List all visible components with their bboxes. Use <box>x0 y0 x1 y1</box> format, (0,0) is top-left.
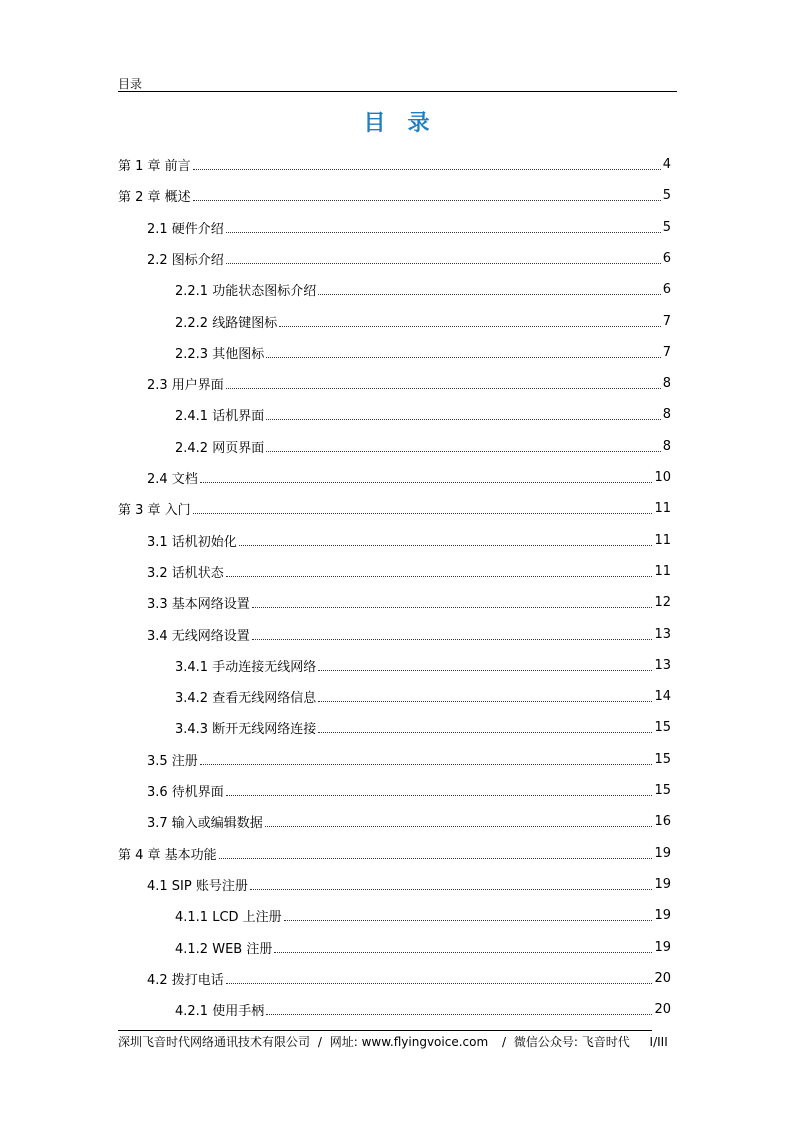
footer-company: 深圳飞音时代网络通讯技术有限公司 <box>118 1035 311 1049</box>
toc-dot-leader <box>226 795 653 796</box>
toc-entry-label: 2.4.2 网页界面 <box>175 440 265 456</box>
toc-entry[interactable] <box>147 248 671 268</box>
toc-dot-leader <box>250 889 653 890</box>
page-header-label: 目录 <box>118 77 143 91</box>
toc-dot-leader <box>274 952 652 953</box>
toc-dot-leader <box>284 920 653 921</box>
toc-entry-label: 3.1 话机初始化 <box>147 534 237 550</box>
toc-entry[interactable] <box>147 624 671 644</box>
toc-entry-page: 13 <box>654 626 671 642</box>
toc-entry-label: 2.3 用户界面 <box>147 377 224 393</box>
toc-dot-leader <box>200 482 653 483</box>
toc-entry-page: 4 <box>662 156 671 172</box>
toc-entry-page: 8 <box>662 438 671 454</box>
footer-page-number: I/III <box>649 1035 668 1049</box>
toc-entry[interactable] <box>118 185 671 205</box>
toc-entry-label: 第 4 章 基本功能 <box>118 847 217 863</box>
footer-divider <box>118 1030 652 1031</box>
toc-entry-label: 3.7 输入或编辑数据 <box>147 815 263 831</box>
toc-dot-leader <box>266 419 661 420</box>
toc-entry-page: 6 <box>662 281 671 297</box>
toc-entry-label: 4.2 拨打电话 <box>147 972 224 988</box>
toc-entry-page: 19 <box>654 876 671 892</box>
toc-entry-label: 2.2.2 线路键图标 <box>175 315 278 331</box>
toc-entry[interactable] <box>147 217 671 237</box>
toc-entry[interactable] <box>147 780 671 800</box>
toc-entry-page: 19 <box>654 939 671 955</box>
toc-entry-label: 3.6 待机界面 <box>147 784 224 800</box>
toc-dot-leader <box>193 513 653 514</box>
toc-entry-page: 19 <box>654 845 671 861</box>
toc-entry-page: 15 <box>654 782 671 798</box>
toc-entry[interactable] <box>175 436 671 456</box>
toc-entry-page: 15 <box>654 751 671 767</box>
toc-entry[interactable] <box>175 404 671 424</box>
toc-dot-leader <box>252 639 653 640</box>
toc-dot-leader <box>193 200 661 201</box>
toc-entry[interactable] <box>147 592 671 612</box>
toc-entry-label: 3.3 基本网络设置 <box>147 596 250 612</box>
footer-website: 网址: www.flyingvoice.com <box>329 1035 489 1049</box>
toc-dot-leader <box>219 858 653 859</box>
toc-entry-label: 2.2 图标介绍 <box>147 252 224 268</box>
toc-entry-page: 5 <box>662 187 671 203</box>
toc-entry[interactable] <box>147 874 671 894</box>
toc-entry-page: 7 <box>662 313 671 329</box>
toc-dot-leader <box>226 576 653 577</box>
toc-entry-label: 2.1 硬件介绍 <box>147 221 224 237</box>
toc-entry-page: 14 <box>654 688 671 704</box>
toc-entry-page: 7 <box>662 344 671 360</box>
toc-dot-leader <box>279 326 661 327</box>
toc-dot-leader <box>252 607 653 608</box>
footer-wechat: 微信公众号: 飞音时代 <box>513 1035 630 1049</box>
toc-entry-page: 11 <box>654 563 671 579</box>
toc-entry[interactable] <box>147 561 671 581</box>
toc-entry[interactable] <box>147 530 671 550</box>
toc-entry-label: 第 2 章 概述 <box>118 189 191 205</box>
footer-separator: / <box>317 1035 322 1049</box>
toc-entry[interactable] <box>147 749 671 769</box>
toc-entry[interactable] <box>175 655 671 675</box>
toc-dot-leader <box>318 732 652 733</box>
toc-entry-label: 3.2 话机状态 <box>147 565 224 581</box>
toc-entry[interactable] <box>118 154 671 174</box>
toc-entry-page: 12 <box>654 594 671 610</box>
toc-entry-page: 10 <box>654 469 671 485</box>
toc-entry[interactable] <box>175 905 671 925</box>
toc-entry-label: 2.2.1 功能状态图标介绍 <box>175 283 317 299</box>
toc-dot-leader <box>226 232 661 233</box>
toc-entry[interactable] <box>175 999 671 1019</box>
page-footer <box>118 1033 672 1050</box>
toc-entry[interactable] <box>175 937 671 957</box>
toc-entry[interactable] <box>147 811 671 831</box>
toc-entry-label: 2.4.1 话机界面 <box>175 408 265 424</box>
toc-entry[interactable] <box>175 342 671 362</box>
toc-entry[interactable] <box>147 467 671 487</box>
toc-entry[interactable] <box>175 686 671 706</box>
toc-entry-page: 13 <box>654 657 671 673</box>
toc-dot-leader <box>266 1014 652 1015</box>
toc-entry[interactable] <box>175 717 671 737</box>
toc-entry-label: 3.5 注册 <box>147 753 198 769</box>
toc-dot-leader <box>200 764 653 765</box>
toc-entry-label: 4.2.1 使用手柄 <box>175 1003 265 1019</box>
toc-entry-label: 4.1 SIP 账号注册 <box>147 878 248 894</box>
toc-entry[interactable] <box>118 843 671 863</box>
toc-entry-label: 2.4 文档 <box>147 471 198 487</box>
toc-entry-page: 8 <box>662 375 671 391</box>
toc-dot-leader <box>226 983 653 984</box>
toc-entry-page: 5 <box>662 219 671 235</box>
header-divider <box>118 91 677 92</box>
toc-entry[interactable] <box>147 373 671 393</box>
toc-dot-leader <box>193 169 661 170</box>
toc-dot-leader <box>226 388 661 389</box>
toc-dot-leader <box>266 451 661 452</box>
toc-entry-page: 11 <box>654 500 671 516</box>
toc-entry-label: 第 3 章 入门 <box>118 502 191 518</box>
toc-dot-leader <box>318 294 661 295</box>
toc-entry-label: 3.4.3 断开无线网络连接 <box>175 721 317 737</box>
toc-dot-leader <box>239 545 653 546</box>
footer-separator: / <box>501 1035 507 1049</box>
toc-entry-label: 2.2.3 其他图标 <box>175 346 265 362</box>
toc-entry[interactable] <box>175 311 671 331</box>
toc-dot-leader <box>226 263 661 264</box>
toc-entry-page: 20 <box>654 1001 671 1017</box>
toc-entry-page: 20 <box>654 970 671 986</box>
toc-dot-leader <box>265 826 653 827</box>
toc-entry-label: 3.4.2 查看无线网络信息 <box>175 690 317 706</box>
toc-entry-label: 3.4 无线网络设置 <box>147 628 250 644</box>
toc-entry-label: 4.1.1 LCD 上注册 <box>175 909 282 925</box>
toc-entry-label: 4.1.2 WEB 注册 <box>175 941 273 957</box>
toc-entry[interactable] <box>147 968 671 988</box>
toc-dot-leader <box>266 357 661 358</box>
toc-entry-page: 6 <box>662 250 671 266</box>
toc-entry-page: 11 <box>654 532 671 548</box>
toc-dot-leader <box>318 670 652 671</box>
page-title: 目录 <box>363 111 452 136</box>
toc-entry-label: 第 1 章 前言 <box>118 158 191 174</box>
toc-entry-page: 19 <box>654 907 671 923</box>
toc-entry-page: 16 <box>654 813 671 829</box>
toc-entry-page: 15 <box>654 719 671 735</box>
toc-entry-page: 8 <box>662 406 671 422</box>
toc-dot-leader <box>318 701 652 702</box>
toc-entry-label: 3.4.1 手动连接无线网络 <box>175 659 317 675</box>
toc-entry[interactable] <box>118 498 671 518</box>
toc-entry[interactable] <box>175 279 671 299</box>
